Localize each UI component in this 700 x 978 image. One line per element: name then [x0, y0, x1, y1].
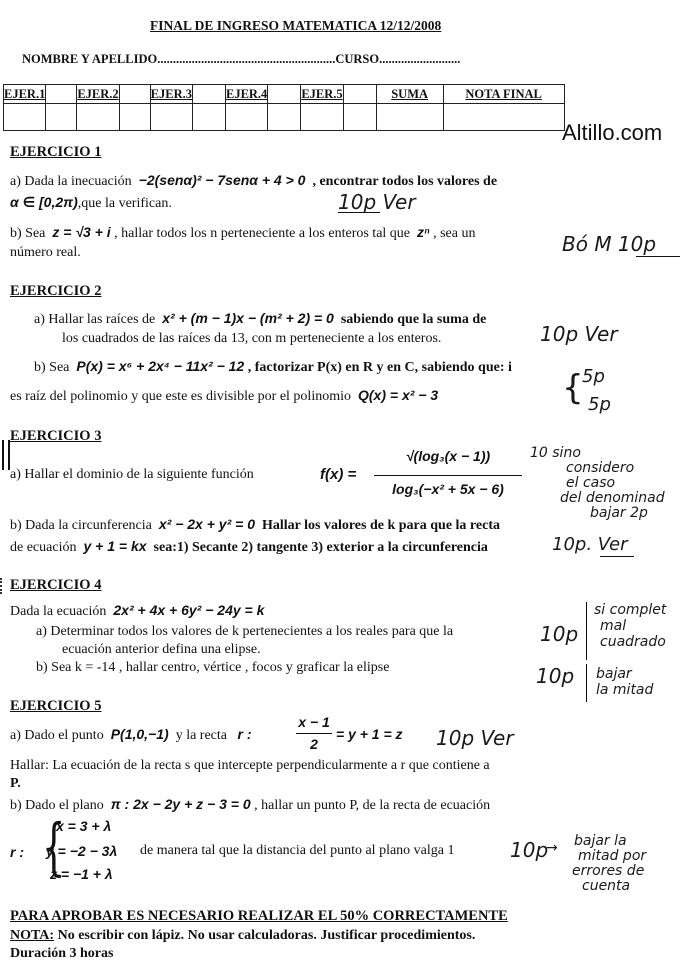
score-cell[interactable] [376, 104, 443, 131]
ej5-hallar-line2: P. [10, 776, 21, 791]
ej5-a-line1: a) Dado el punto P(1,0,−1) y la recta r : [10, 726, 252, 743]
ej4-a-line2: ecuación anterior defina una elipse. [62, 642, 261, 657]
watermark: Altillo.com [562, 120, 663, 145]
score-header-ejer2: EJER.2 [77, 85, 119, 104]
score-cell[interactable] [443, 104, 564, 131]
footer-nota: NOTA: No escribir con lápiz. No usar calculadoras. Justificar procedimientos. [10, 928, 476, 943]
ej1-title: EJERCICIO 1 [10, 144, 102, 160]
ej4-intro: Dada la ecuación 2x² + 4x + 6y² − 24y = k [10, 602, 265, 619]
ej5-hallar-line1: Hallar: La ecuación de la recta s que intercepte perpendicularmente a r que contiene a [10, 758, 490, 773]
score-cell[interactable] [225, 104, 267, 131]
ej5-a-frac-bar [296, 733, 332, 734]
score-header-suma: SUMA [376, 85, 443, 104]
ej2-a-line2: los cuadrados de las raíces da 13, con m perteneciente a los enteros. [62, 331, 442, 346]
footer-duration: Duración 3 horas [10, 946, 114, 961]
name-course-line: NOMBRE Y APELLIDO.........................................................CURSO.......................... [22, 52, 461, 66]
ej5-sys-z: z = −1 + λ [50, 866, 113, 882]
footer-requirement: PARA APROBAR ES NECESARIO REALIZAR EL 50% CORRECTAMENTE [10, 908, 508, 924]
ej4-b-handwritten-note: bajar la mitad [596, 666, 654, 698]
score-cell[interactable] [77, 104, 119, 131]
ej3-fx-label: f(x) = [320, 466, 357, 483]
ej1-b-line2: número real. [10, 245, 81, 260]
ej5-b-handwritten-note: bajar la mitad por errores de cuenta [572, 833, 647, 894]
score-table [3, 84, 565, 131]
ej1-a-line1: a) Dada la inecuación −2(senα)² − 7senα + 4 > 0 , encontrar todos los valores de [10, 172, 498, 189]
margin-mark [0, 578, 6, 594]
page-title: FINAL DE INGRESO MATEMATICA 12/12/2008 [150, 18, 442, 33]
ej5-sys-r: r : [10, 844, 24, 860]
ej5-sys-text: de manera tal que la distancia del punto al plano valga 1 [140, 843, 455, 858]
ej4-a-handwritten-grade: 10p [540, 622, 579, 646]
ej2-b-line1: b) Sea P(x) = x⁶ + 2x⁴ − 11x² − 12 , factorizar P(x) en R y en C, sabiendo que: i [34, 358, 512, 375]
ej4-title: EJERCICIO 4 [10, 577, 102, 593]
ej4-b-line: b) Sea k = -14 , hallar centro, vértice , focos y graficar la elipse [36, 660, 390, 675]
ej3-fraction-bar [374, 475, 522, 476]
margin-mark [2, 440, 10, 470]
ej2-b-handwritten-grade-2: 5p [588, 394, 611, 415]
ej2-handwritten-brace: { [562, 368, 584, 408]
ej3-a-handwritten-note: 10 sino considero el caso del denominad bajar 2p [530, 445, 665, 521]
ej3-fraction-numerator: √(log₃(x − 1)) [405, 448, 491, 464]
ej5-a-handwritten-grade: 10p Ver [436, 726, 514, 750]
score-cell[interactable] [119, 104, 150, 131]
ej4-b-handwritten-grade: 10p [536, 664, 575, 688]
ej5-title: EJERCICIO 5 [10, 698, 102, 714]
ej2-a-line1: a) Hallar las raíces de x² + (m − 1)x − (m² + 2) = 0 sabiendo que la suma de [34, 310, 487, 327]
ej3-b-line1: b) Dada la circunferencia x² − 2x + y² = 0 Hallar los valores de k para que la recta [10, 516, 500, 533]
score-cell[interactable] [343, 104, 376, 131]
ej2-b-line2: es raíz del polinomio y que este es divisible por el polinomio Q(x) = x² − 3 [10, 387, 439, 404]
score-header-ejer1: EJER.1 [4, 85, 46, 104]
score-header-ejer5: EJER.5 [301, 85, 343, 104]
ej5-sys-y: y = −2 − 3λ [46, 843, 118, 859]
ej1-a-line2: α ∈ [0,2π),que la verifican. [10, 194, 172, 211]
ej5-b-line1: b) Dado el plano π : 2x − 2y + z − 3 = 0 , hallar un punto P, de la recta de ecuación [10, 796, 491, 813]
score-cell[interactable] [301, 104, 343, 131]
ej5-a-rest: = y + 1 = z [336, 726, 403, 742]
ej1-b-line1: b) Sea z = √3 + i , hallar todos los n perteneciente a los enteros tal que zⁿ , sea un [10, 224, 476, 241]
ej3-a-text: a) Hallar el dominio de la siguiente función [10, 467, 254, 482]
ej1-b-handwritten-grade: Bó M 10p [562, 232, 657, 256]
ej3-b-line2: de ecuación y + 1 = kx sea:1) Secante 2) tangente 3) exterior a la circunferencia [10, 538, 488, 555]
ej2-title: EJERCICIO 2 [10, 283, 102, 299]
ej4-a-line1: a) Determinar todos los valores de k pertenecientes a los reales para que la [36, 624, 454, 639]
ej5-a-frac-num: x − 1 [298, 714, 330, 730]
ej2-a-handwritten-grade: 10p Ver [540, 322, 618, 346]
arrow-icon: → [546, 840, 558, 856]
ej2-b-handwritten-grade-1: 5p [582, 366, 605, 387]
score-cell[interactable] [192, 104, 225, 131]
ej5-b-handwritten-grade: 10p [510, 838, 549, 862]
ej4-a-handwritten-note: si complet mal cuadrado [594, 602, 667, 650]
score-cell[interactable] [4, 104, 46, 131]
ej3-b-handwritten-grade: 10p. Ver [552, 534, 628, 555]
score-cell[interactable] [268, 104, 301, 131]
score-header-nota-final: NOTA FINAL [443, 85, 564, 104]
ej5-sys-x: x = 3 + λ [56, 818, 112, 834]
ej5-a-frac-den: 2 [310, 736, 318, 752]
score-cell[interactable] [46, 104, 77, 131]
ej3-title: EJERCICIO 3 [10, 428, 102, 444]
score-header-ejer4: EJER.4 [225, 85, 267, 104]
score-header-ejer3: EJER.3 [150, 85, 192, 104]
ej5-system-brace: { [41, 810, 66, 883]
ej1-a-handwritten-grade: 10p Ver [338, 190, 416, 214]
ej3-fraction-denominator: log₃(−x² + 5x − 6) [392, 481, 504, 497]
score-cell[interactable] [150, 104, 192, 131]
